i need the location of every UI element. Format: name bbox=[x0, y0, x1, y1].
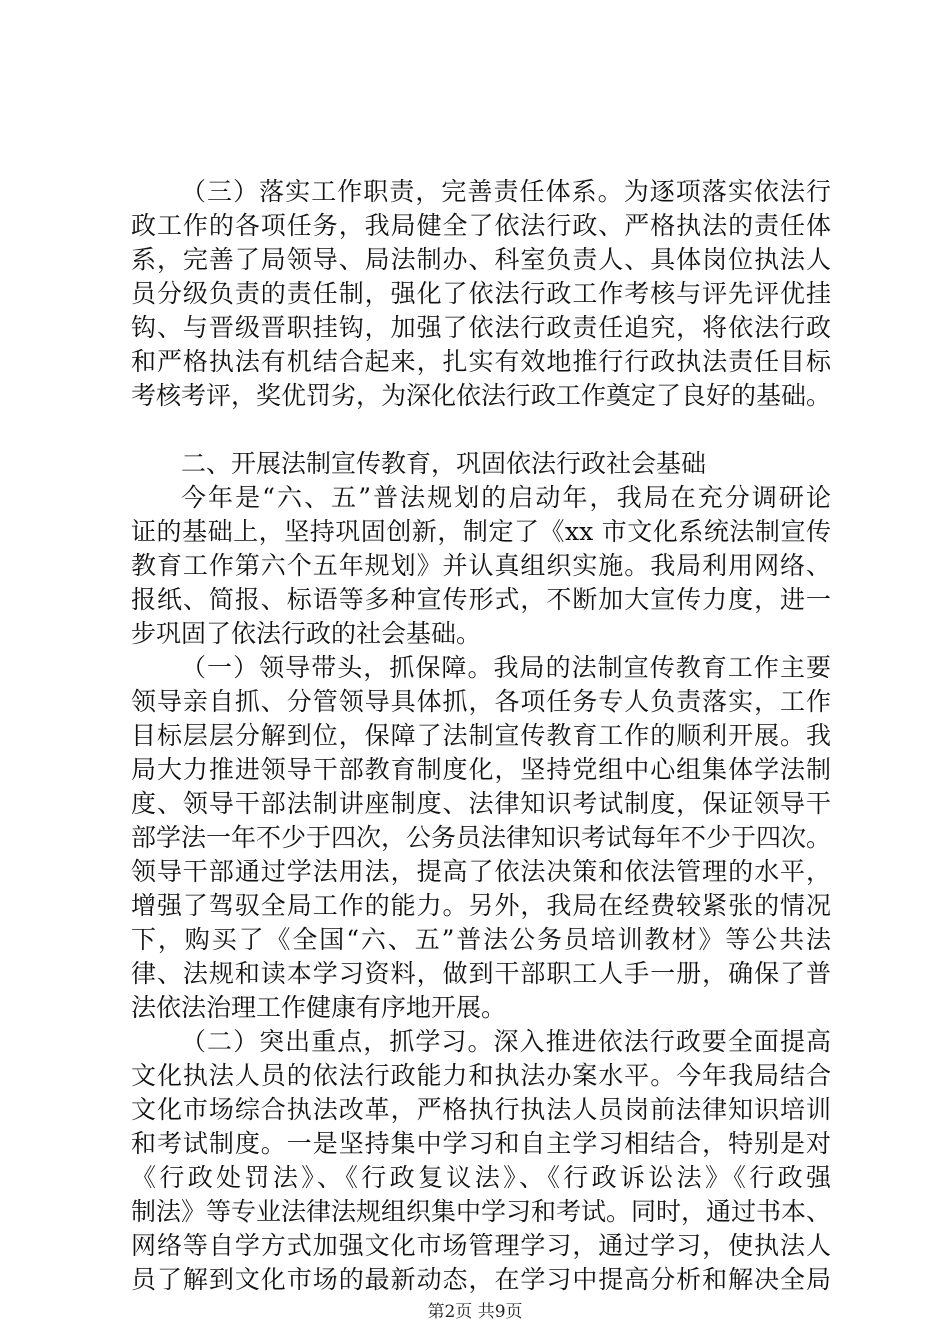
paragraph-line: 局大力推进领导干部教育制度化，坚持党组中心组集体学法制 bbox=[131, 755, 831, 784]
paragraph-line: 增强了驾驭全局工作的能力。另外，我局在经费较紧张的情况 bbox=[131, 891, 831, 920]
paragraph-line: 报纸、简报、标语等多种宣传形式，不断加大宣传力度，进一 bbox=[131, 585, 831, 614]
paragraph-line: 证的基础上，坚持巩固创新，制定了《xx 市文化系统法制宣传 bbox=[131, 517, 831, 546]
paragraph-line: 步巩固了依法行政的社会基础。 bbox=[131, 619, 482, 648]
paragraph-line: 度、领导干部法制讲座制度、法律知识考试制度，保证领导干 bbox=[131, 789, 831, 818]
paragraph-line: 下，购买了《全国“六、五”普法公务员培训教材》等公共法 bbox=[131, 925, 831, 954]
paragraph-line: 律、法规和读本学习资料，做到干部职工人手一册，确保了普 bbox=[131, 959, 831, 988]
paragraph-line: 部学法一年不少于四次，公务员法律知识考试每年不少于四次。 bbox=[131, 823, 832, 852]
paragraph-line: 领导亲自抓、分管领导具体抓，各项任务专人负责落实，工作 bbox=[131, 687, 831, 716]
paragraph-line: 今年是“六、五”普法规划的启动年，我局在充分调研论 bbox=[181, 483, 831, 512]
paragraph-line: 目标层层分解到位，保障了法制宣传教育工作的顺利开展。我 bbox=[131, 721, 831, 750]
paragraph-line: 员了解到文化市场的最新动态，在学习中提高分析和解决全局 bbox=[131, 1265, 831, 1294]
paragraph-line: 文化市场综合执法改革，严格执行执法人员岗前法律知识培训 bbox=[131, 1095, 831, 1124]
paragraph-line: 文化执法人员的依法行政能力和执法办案水平。今年我局结合 bbox=[131, 1061, 831, 1090]
paragraph-line: 《行政处罚法》、《行政复议法》、《行政诉讼法》《行政强 bbox=[131, 1163, 831, 1192]
paragraph-line: 员分级负责的责任制，强化了依法行政工作考核与评先评优挂 bbox=[131, 279, 831, 308]
paragraph-line: 系，完善了局领导、局法制办、科室负责人、具体岗位执法人 bbox=[131, 245, 831, 274]
paragraph-line: （一）领导带头，抓保障。我局的法制宣传教育工作主要 bbox=[181, 653, 831, 682]
paragraph-line: 考核考评，奖优罚劣，为深化依法行政工作奠定了良好的基础。 bbox=[131, 381, 832, 410]
paragraph-line: 政工作的各项任务，我局健全了依法行政、严格执法的责任体 bbox=[131, 211, 831, 240]
paragraph-line: 和考试制度。一是坚持集中学习和自主学习相结合，特别是对 bbox=[131, 1129, 831, 1158]
paragraph-line: （二）突出重点，抓学习。深入推进依法行政要全面提高 bbox=[181, 1027, 831, 1056]
paragraph-line: 教育工作第六个五年规划》并认真组织实施。我局利用网络、 bbox=[131, 551, 831, 580]
paragraph-line: 网络等自学方式加强文化市场管理学习，通过学习，使执法人 bbox=[131, 1231, 831, 1260]
paragraph-line: 和严格执法有机结合起来，扎实有效地推行行政执法责任目标 bbox=[131, 347, 831, 376]
paragraph-line: 领导干部通过学法用法，提高了依法决策和依法管理的水平， bbox=[131, 857, 831, 886]
section-heading: 二、开展法制宣传教育，巩固依法行政社会基础 bbox=[181, 449, 707, 478]
paragraph-line: 制法》等专业法律法规组织集中学习和考试。同时，通过书本、 bbox=[131, 1197, 832, 1226]
paragraph-line: （三）落实工作职责，完善责任体系。为逐项落实依法行 bbox=[181, 177, 831, 206]
paragraph-line: 钩、与晋级晋职挂钩，加强了依法行政责任追究，将依法行政 bbox=[131, 313, 831, 342]
paragraph-line: 法依法治理工作健康有序地开展。 bbox=[131, 993, 507, 1022]
page-number-footer: 第2页 共9页 bbox=[427, 1302, 523, 1322]
